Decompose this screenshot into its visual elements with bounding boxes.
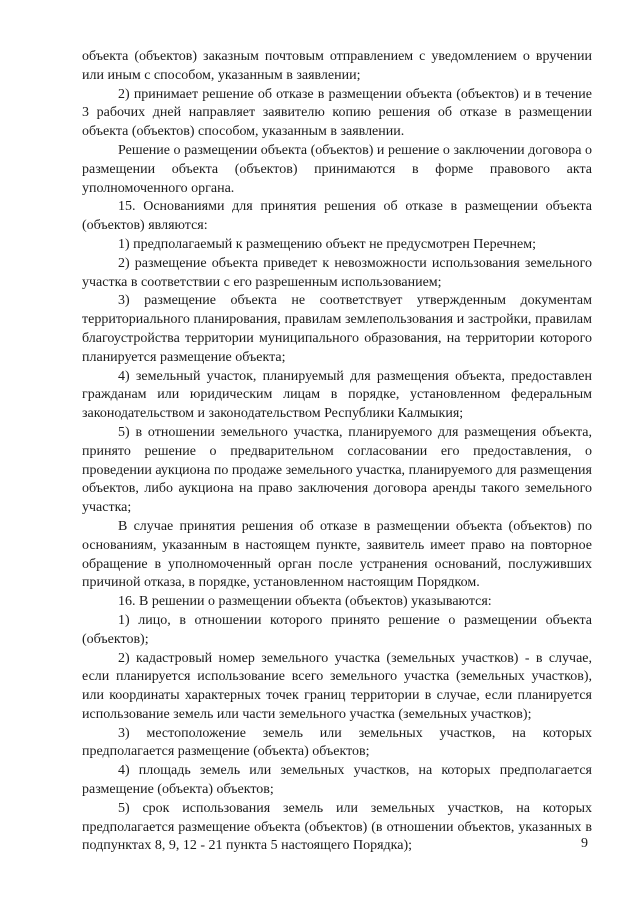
page-number: 9 (581, 836, 588, 851)
paragraph-refusal-reappeal: В случае принятия решения об отказе в размещении объекта (объектов) по основаниям, указанным в настоящем пункте, заявитель имеет право на повторное обращение в уполномоченный орган после устранения оснований, послуживших причиной отказа, в порядке, установленном настоящим Порядком. (82, 518, 592, 591)
paragraph-16-item-3: 3) местоположение земель или земельных участков, на которых предполагается размещение (объекта) объектов; (82, 725, 592, 760)
paragraph-decision-form: Решение о размещении объекта (объектов) и решение о заключении договора о размещении объекта (объектов) принимаются в форме правового акта уполномоченного органа. (82, 142, 592, 196)
paragraph-15-item-4: 4) земельный участок, планируемый для размещения объекта, предоставлен гражданам или юридическим лицам в порядке, установленном федеральным законодательством и законодательством Республики Калмыкия; (82, 368, 592, 422)
paragraph-16-item-2: 2) кадастровый номер земельного участка (земельных участков) - в случае, если планируется использование всего земельного участка (земельных участков), или координаты характерных точек границ территории в случае, если планируется использование земель или части земельного участка (земельных участков); (82, 650, 592, 722)
paragraph-15-item-3: 3) размещение объекта не соответствует утвержденным документам территориального планирования, правилам землепользования и застройки, правилам благоустройства территории муниципального образования, на территории которого планируется размещение объекта; (82, 293, 592, 365)
paragraph-16-item-4: 4) площадь земель или земельных участков, на которых предполагается размещение (объекта) объектов; (82, 763, 592, 798)
paragraph-section-15: 15. Основаниями для принятия решения об отказе в размещении объекта (объектов) являются: (82, 199, 592, 234)
paragraph-15-item-5: 5) в отношении земельного участка, планируемого для размещения объекта, принято решение о предварительном согласовании его предоставления, о проведении аукциона по продаже земельного участка, планируемого для размещения объектов, либо аукциона на право заключения договора аренды такого земельного участка; (82, 424, 592, 516)
document-body (82, 48, 592, 856)
paragraph-section-16: 16. В решении о размещении объекта (объектов) указываются: (118, 594, 492, 610)
paragraph-16-item-1: 1) лицо, в отношении которого принято решение о размещении объекта (объектов); (82, 612, 592, 647)
paragraph-15-item-1: 1) предполагаемый к размещению объект не предусмотрен Перечнем; (118, 236, 536, 252)
paragraph-item-2-refusal: 2) принимает решение об отказе в размещении объекта (объектов) и в течение 3 рабочих дней направляет заявителю копию решения об отказе в размещении объекта (объектов) способом, указанным в заявлении. (82, 86, 592, 140)
paragraph-16-item-5: 5) срок использования земель или земельных участков, на которых предполагается размещение объекта (объектов) (в отношении объектов, указанных в подпунктах 8, 9, 12 - 21 пункта 5 настоящего Порядка); (82, 800, 592, 854)
paragraph-15-item-2: 2) размещение объекта приведет к невозможности использования земельного участка в соответствии с его разрешенным использованием; (82, 255, 592, 290)
paragraph-continuation: объекта (объектов) заказным почтовым отправлением с уведомлением о вручении или иным с способом, указанным в заявлении; (82, 49, 592, 83)
